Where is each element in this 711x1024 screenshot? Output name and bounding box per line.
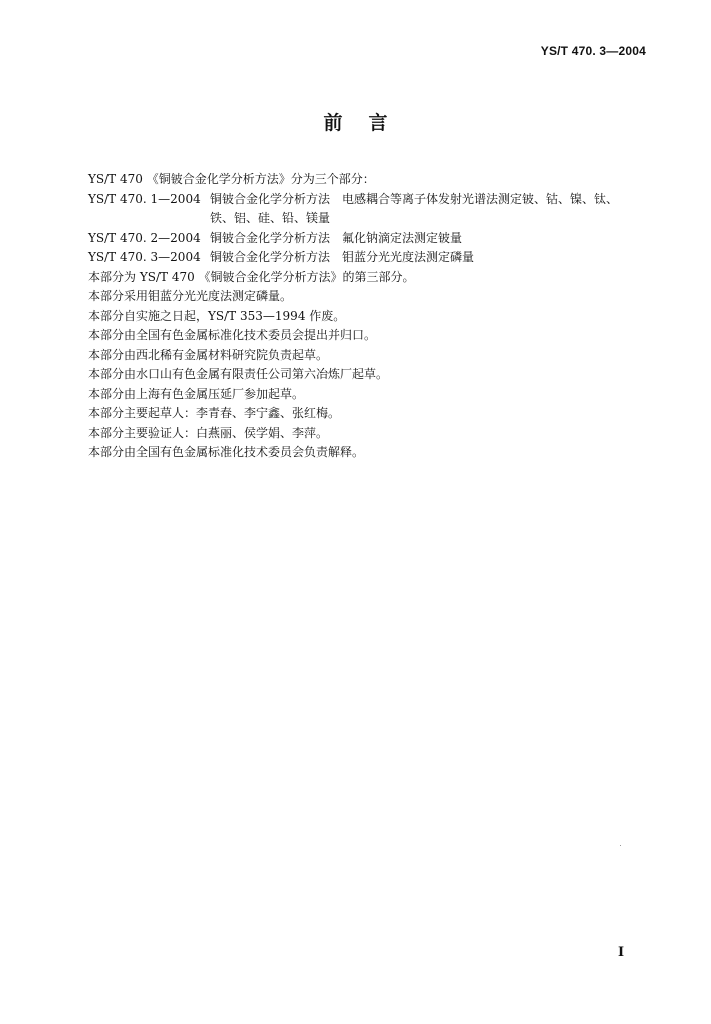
page-number: I — [618, 945, 625, 960]
paragraph: 本部分采用钼蓝分光光度法测定磷量。 — [88, 289, 293, 303]
part-code: YS/T 470. 2—2004 — [88, 230, 201, 245]
part-code: YS/T 470. 3—2004 — [88, 250, 201, 264]
paragraph: 本部分由全国有色金属标准化技术委员会提出并归口。 — [88, 328, 377, 342]
paragraph: 本部分主要验证人：白燕丽、侯学娟、李萍。 — [88, 425, 329, 440]
paragraph: 本部分由西北稀有金属材料研究院负责起草。 — [88, 347, 329, 362]
part-description: 电感耦合等离子体发射光谱法测定铍、钴、镍、钛、 — [342, 191, 619, 206]
intro-line: YS/T 470 《铜铍合金化学分析方法》分为三个部分： — [88, 172, 375, 186]
paragraph: 本部分由水口山有色金属有限责任公司第六冶炼厂起草。 — [88, 367, 389, 381]
part-row-3 — [88, 248, 658, 268]
scan-speck — [620, 845, 621, 846]
paragraph: 本部分主要起草人：李青春、李宁鑫、张红梅。 — [88, 406, 341, 420]
paragraph: 本部分由全国有色金属标准化技术委员会负责解释。 — [88, 445, 365, 459]
part-description: 钼蓝分光光度法测定磷量 — [342, 250, 475, 264]
part-code: YS/T 470. 1—2004 — [88, 191, 201, 206]
part-title: 铜铍合金化学分析方法 — [210, 191, 331, 206]
part-description-continued: 铁、铝、硅、铅、镁量 — [210, 211, 331, 225]
paragraph: 本部分自实施之日起，YS/T 353—1994 作废。 — [88, 308, 346, 323]
part-row-1 — [88, 190, 658, 210]
foreword-body — [88, 170, 658, 463]
part-title: 铜铍合金化学分析方法 — [210, 230, 331, 245]
standard-code-header: YS/T 470. 3—2004 — [540, 44, 646, 58]
part-description: 氟化钠滴定法测定铍量 — [342, 230, 463, 245]
paragraph: 本部分为 YS/T 470 《铜铍合金化学分析方法》的第三部分。 — [88, 269, 415, 284]
paragraph: 本部分由上海有色金属压延厂参加起草。 — [88, 386, 305, 401]
page-title: 前言 — [323, 112, 414, 134]
part-title: 铜铍合金化学分析方法 — [210, 250, 331, 264]
part-row-2 — [88, 229, 658, 249]
